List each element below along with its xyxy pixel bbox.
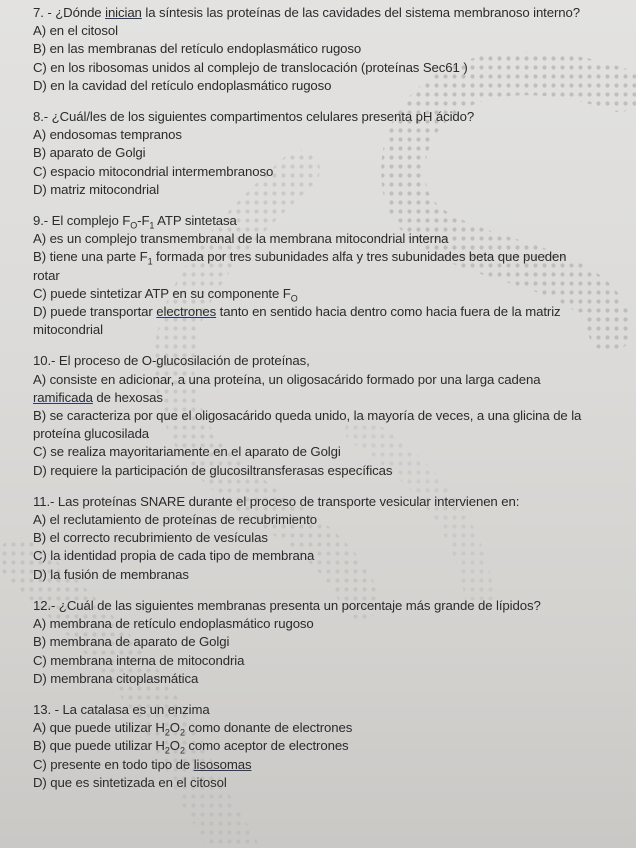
underlined-word: electrones <box>156 304 217 320</box>
option-d <box>33 303 623 321</box>
option-text: formada por tres subunidades alfa y tres subunidades beta que pueden <box>152 249 567 265</box>
option-label: A) <box>33 616 50 632</box>
option-b <box>33 407 623 425</box>
option-b <box>33 248 623 266</box>
option-label: B) <box>33 249 50 265</box>
subscript: O <box>130 220 138 231</box>
option-text: la identidad propia de cada tipo de membrana <box>50 548 315 564</box>
option-text: membrana de retículo endoplasmático rugoso <box>49 616 314 632</box>
subscript: 2 <box>164 727 170 738</box>
option-text: O <box>169 720 180 736</box>
option-continuation: rotar <box>33 267 60 283</box>
option-label: D) <box>33 566 51 582</box>
question-stem <box>33 4 623 22</box>
option-text: la fusión de membranas <box>50 566 189 582</box>
option-b <box>33 529 623 547</box>
option-text: puede sintetizar ATP en su componente F <box>50 285 291 301</box>
subscript: 2 <box>179 745 185 756</box>
option-continuation: mitocondrial <box>33 322 103 338</box>
stem-text: -F <box>137 213 150 229</box>
option-d <box>33 774 623 792</box>
option-text: membrana interna de mitocondria <box>50 652 245 668</box>
option-label: D) <box>33 304 51 320</box>
underlined-word: inician <box>105 5 142 20</box>
option-label: D) <box>33 670 51 686</box>
option-label: B) <box>33 738 50 754</box>
option-text: en la cavidad del retículo endoplasmático rugoso <box>50 77 332 93</box>
underlined-word: lisosomas <box>193 756 252 772</box>
option-label: C) <box>33 285 51 301</box>
option-c <box>33 547 623 565</box>
option-text: se realiza mayoritariamente en el aparato de Golgi <box>50 444 341 460</box>
option-label: B) <box>33 41 50 57</box>
subscript: 1 <box>147 257 153 268</box>
option-d <box>33 462 623 480</box>
option-label: D) <box>33 77 51 93</box>
option-text: O <box>169 738 180 754</box>
option-text: puede transportar <box>50 304 157 320</box>
option-c <box>33 59 623 77</box>
option-b <box>33 144 623 162</box>
option-continuation <box>33 389 623 407</box>
question-stem <box>33 212 623 230</box>
option-c <box>33 285 623 303</box>
option-text: espacio mitocondrial intermembranoso <box>50 163 274 179</box>
question-13 <box>33 701 623 792</box>
question-stem: 8.- ¿Cuál/les de los siguientes compartimentos celulares presenta pH ácido? <box>33 109 475 125</box>
option-a <box>33 22 623 40</box>
question-11 <box>33 493 623 584</box>
question-12 <box>33 597 623 688</box>
option-text: en el citosol <box>49 23 118 39</box>
option-d <box>33 566 623 584</box>
option-text: de hexosas <box>92 389 163 405</box>
question-stem: 11.- Las proteínas SNARE durante el proceso de transporte vesicular intervienen en: <box>33 493 520 509</box>
option-text: membrana de aparato de Golgi <box>49 634 230 650</box>
option-text: en los ribosomas unidos al complejo de translocación (proteínas Sec61 ) <box>50 59 468 75</box>
stem-text: 9.- El complejo F <box>33 213 131 229</box>
option-label: C) <box>33 444 51 460</box>
option-label: B) <box>33 634 50 650</box>
option-d <box>33 181 623 199</box>
option-text: endosomas tempranos <box>49 127 182 143</box>
option-text: presente en todo tipo de <box>50 756 194 772</box>
option-label: C) <box>33 756 51 772</box>
subscript: O <box>290 293 298 304</box>
option-text: como aceptor de electrones <box>184 738 349 754</box>
option-label: A) <box>33 127 50 143</box>
subscript: 2 <box>179 727 185 738</box>
option-label: D) <box>33 462 51 478</box>
option-label: B) <box>33 408 50 424</box>
option-a <box>33 371 623 389</box>
option-a <box>33 126 623 144</box>
option-text: como donante de electrones <box>184 720 353 736</box>
option-label: B) <box>33 530 50 546</box>
option-c <box>33 443 623 461</box>
option-text: tiene una parte F <box>49 249 148 265</box>
question-8 <box>33 108 623 199</box>
option-label: A) <box>33 23 50 39</box>
option-text: requiere la participación de glucosiltransferasas específicas <box>50 462 393 478</box>
option-text: aparato de Golgi <box>49 145 146 161</box>
subscript: 1 <box>149 220 155 231</box>
option-text: el correcto recubrimiento de vesículas <box>49 530 268 546</box>
option-continuation: proteína glucosilada <box>33 426 150 442</box>
option-a <box>33 615 623 633</box>
option-c <box>33 652 623 670</box>
exam-page <box>33 4 623 805</box>
option-b <box>33 737 623 755</box>
option-text: que es sintetizada en el citosol <box>50 774 227 790</box>
stem-text: la síntesis las proteínas de las cavidades del sistema membranoso interno? <box>141 5 580 20</box>
option-a <box>33 230 623 248</box>
option-label: C) <box>33 59 51 75</box>
option-text: que puede utilizar H <box>49 738 165 754</box>
option-label: C) <box>33 163 51 179</box>
option-d <box>33 670 623 688</box>
option-label: A) <box>33 512 50 528</box>
question-9 <box>33 212 623 339</box>
option-label: A) <box>33 231 50 247</box>
option-label: A) <box>33 371 50 387</box>
option-b <box>33 633 623 651</box>
subscript: 2 <box>164 745 170 756</box>
option-a <box>33 511 623 529</box>
question-stem: 13. - La catalasa es un enzima <box>33 701 210 717</box>
option-label: A) <box>33 720 50 736</box>
question-stem: 12.- ¿Cuál de las siguientes membranas presenta un porcentaje más grande de lípidos? <box>33 597 541 613</box>
stem-text: 7. - ¿Dónde <box>33 5 106 20</box>
stem-text: ATP sintetasa <box>154 213 237 229</box>
option-text: matriz mitocondrial <box>50 181 160 197</box>
question-10 <box>33 352 623 479</box>
option-text: es un complejo transmembranal de la membrana mitocondrial interna <box>49 231 449 247</box>
option-label: D) <box>33 774 51 790</box>
option-label: D) <box>33 181 51 197</box>
option-c <box>33 163 623 181</box>
option-b <box>33 40 623 58</box>
question-7 <box>33 4 623 95</box>
question-stem: 10.- El proceso de O-glucosilación de proteínas, <box>33 353 310 369</box>
option-text: membrana citoplasmática <box>50 670 199 686</box>
option-c <box>33 756 623 774</box>
option-label: B) <box>33 145 50 161</box>
option-text: en las membranas del retículo endoplasmático rugoso <box>49 41 362 57</box>
option-d <box>33 77 623 95</box>
option-label: C) <box>33 548 51 564</box>
option-label: C) <box>33 652 51 668</box>
option-text: que puede utilizar H <box>49 720 165 736</box>
underlined-word: ramificada <box>33 389 93 405</box>
option-text: consiste en adicionar, a una proteína, un oligosacárido formado por una larga cadena <box>49 371 541 387</box>
option-text: tanto en sentido hacia dentro como hacia fuera de la matriz <box>216 304 561 320</box>
option-text: se caracteriza por que el oligosacárido queda unido, la mayoría de veces, a una glicina de la <box>49 408 582 424</box>
option-text: el reclutamiento de proteínas de recubrimiento <box>49 512 317 528</box>
option-a <box>33 719 623 737</box>
